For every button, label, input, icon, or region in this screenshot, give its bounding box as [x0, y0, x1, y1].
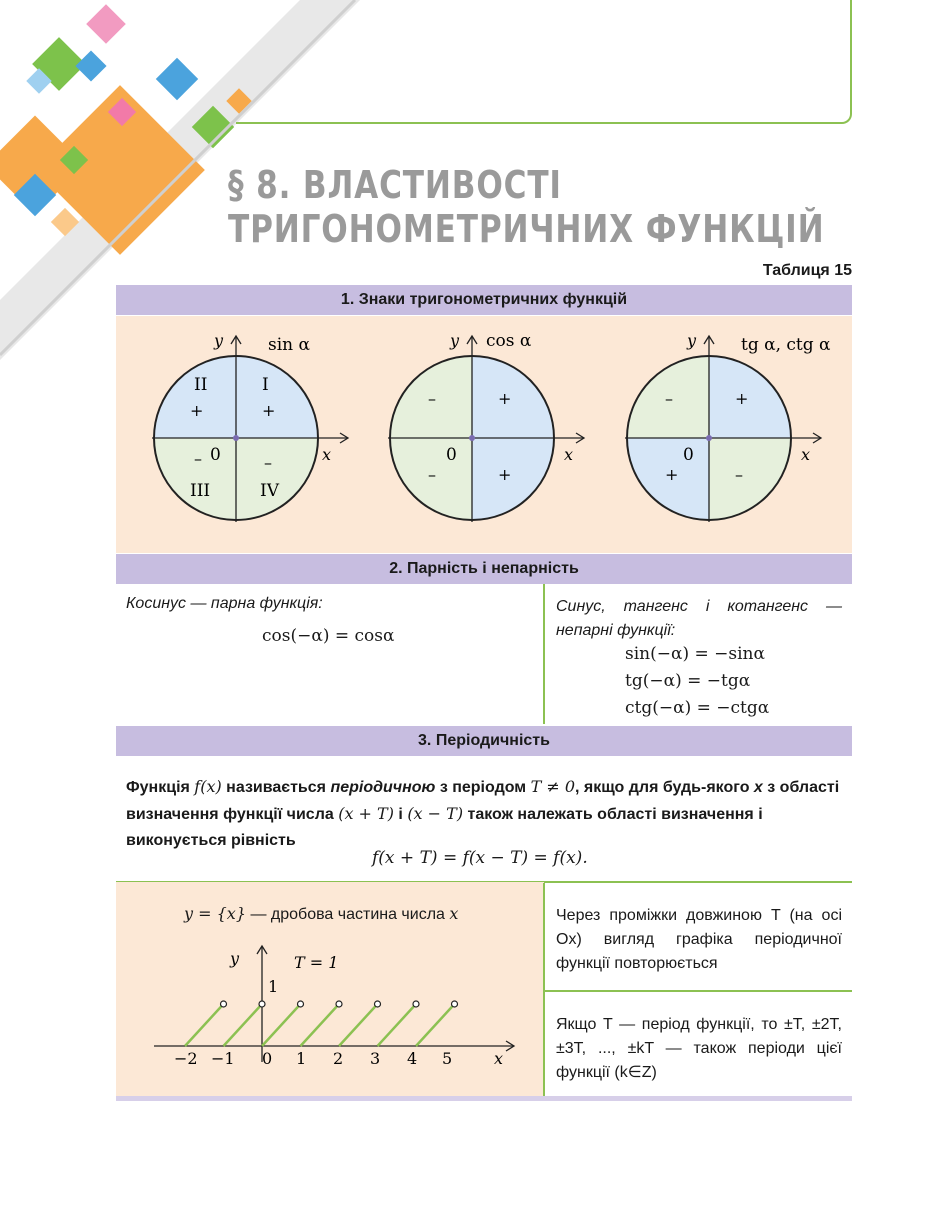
circle-tg-origin: 0 [683, 445, 694, 465]
circle-cos-origin: 0 [446, 445, 457, 465]
circle-sin-func: sin α [268, 335, 310, 355]
circle-cos-s2: – [428, 389, 436, 408]
circle-sin-y: y [214, 331, 224, 350]
circle-tg-s4: – [735, 465, 743, 484]
section3-heading: 3. Періодичність [116, 726, 852, 756]
odd-formula-sin: sin(−α) = −sinα [625, 644, 765, 664]
section4-note-divider [545, 990, 852, 992]
graph-x-tick: 2 [333, 1049, 344, 1068]
table-bottom-border [116, 1096, 852, 1101]
circle-cos-s1: + [498, 389, 512, 408]
graph-x-tick: 3 [370, 1049, 381, 1068]
even-formula: cos(−α) = cosα [262, 626, 395, 646]
circle-cos-x: x [564, 445, 574, 464]
circle-sin-q3: III [190, 481, 211, 501]
header-frame [236, 0, 852, 124]
page-title-line2: ТРИГОНОМЕТРИЧНИХ ФУНКЦІЙ [228, 207, 825, 251]
circle-tg-s1: + [735, 389, 749, 408]
period-note-2: Якщо T — період функції, то ±T, ±2T, ±3T, ..., ±kT — також періоди цієї функції (k∈Z) [556, 1016, 842, 1081]
period-note-1: Через проміжки довжиною T (на осі Ox) вигляд графіка періодичної функції повторюється [556, 907, 842, 972]
sign-circles [116, 316, 852, 553]
page-title-line1: § 8. ВЛАСТИВОСТІ [228, 163, 562, 207]
circle-sin-q4: IV [260, 481, 279, 501]
graph-title: y = {x} — дробова частина числа x [184, 904, 459, 923]
circle-cos [388, 331, 584, 522]
section1-heading: 1. Знаки тригонометричних функцій [116, 285, 852, 315]
periodic-formula: f(x + T) = f(x − T) = f(x). [372, 848, 588, 868]
graph-x-tick: 4 [407, 1049, 418, 1068]
odd-formula-ctg: ctg(−α) = −ctgα [625, 698, 770, 718]
circle-sin-x: x [322, 445, 332, 464]
even-function-text: Косинус — парна функція: [126, 595, 323, 612]
odd-function-text: Синус, тангенс і котангенс — непарні функції: [556, 598, 842, 639]
section2-divider [543, 584, 545, 724]
circle-tg-s3: + [665, 465, 679, 484]
odd-formula-tg: tg(−α) = −tgα [625, 671, 751, 691]
graph-x-label: x [494, 1049, 504, 1068]
graph-y-tick: 1 [268, 977, 279, 996]
circle-sin-s4: – [264, 453, 272, 472]
circle-tg-func: tg α, ctg α [741, 335, 831, 355]
graph-x-tick: 1 [296, 1049, 307, 1068]
circle-sin-s2: + [190, 401, 204, 420]
circle-cos-s3: – [428, 465, 436, 484]
circle-tg-s2: – [665, 389, 673, 408]
circle-cos-y: y [450, 331, 460, 350]
section2-heading: 2. Парність і непарність [116, 554, 852, 584]
circle-cos-s4: + [498, 465, 512, 484]
circle-sin-s3: – [194, 449, 202, 468]
graph-x-tick: 0 [262, 1049, 273, 1068]
graph-period-label: T = 1 [294, 953, 339, 972]
circle-sin [152, 331, 348, 522]
circle-tg-x: x [801, 445, 811, 464]
circle-sin-s1: + [262, 401, 276, 420]
circle-sin-q2: II [194, 375, 208, 395]
fractional-part-graph [116, 940, 544, 1090]
table-label: Таблиця 15 [762, 262, 852, 279]
graph-x-tick: −1 [211, 1049, 235, 1068]
circle-sin-origin: 0 [210, 445, 221, 465]
graph-x-tick: −2 [174, 1049, 198, 1068]
circle-sin-q1: I [262, 375, 269, 395]
circle-tg [625, 331, 831, 522]
graph-x-tick: 5 [442, 1049, 453, 1068]
circle-cos-func: cos α [486, 331, 532, 351]
circle-tg-y: y [687, 331, 697, 350]
graph-y-label: y [230, 949, 240, 968]
periodic-definition: Функція f(x) називається періодичною з періодом T ≠ 0, якщо для будь-якого x з області визначення функції числа (x + T) і (x − T) також належать області визначення і виконується рівність [126, 777, 840, 849]
